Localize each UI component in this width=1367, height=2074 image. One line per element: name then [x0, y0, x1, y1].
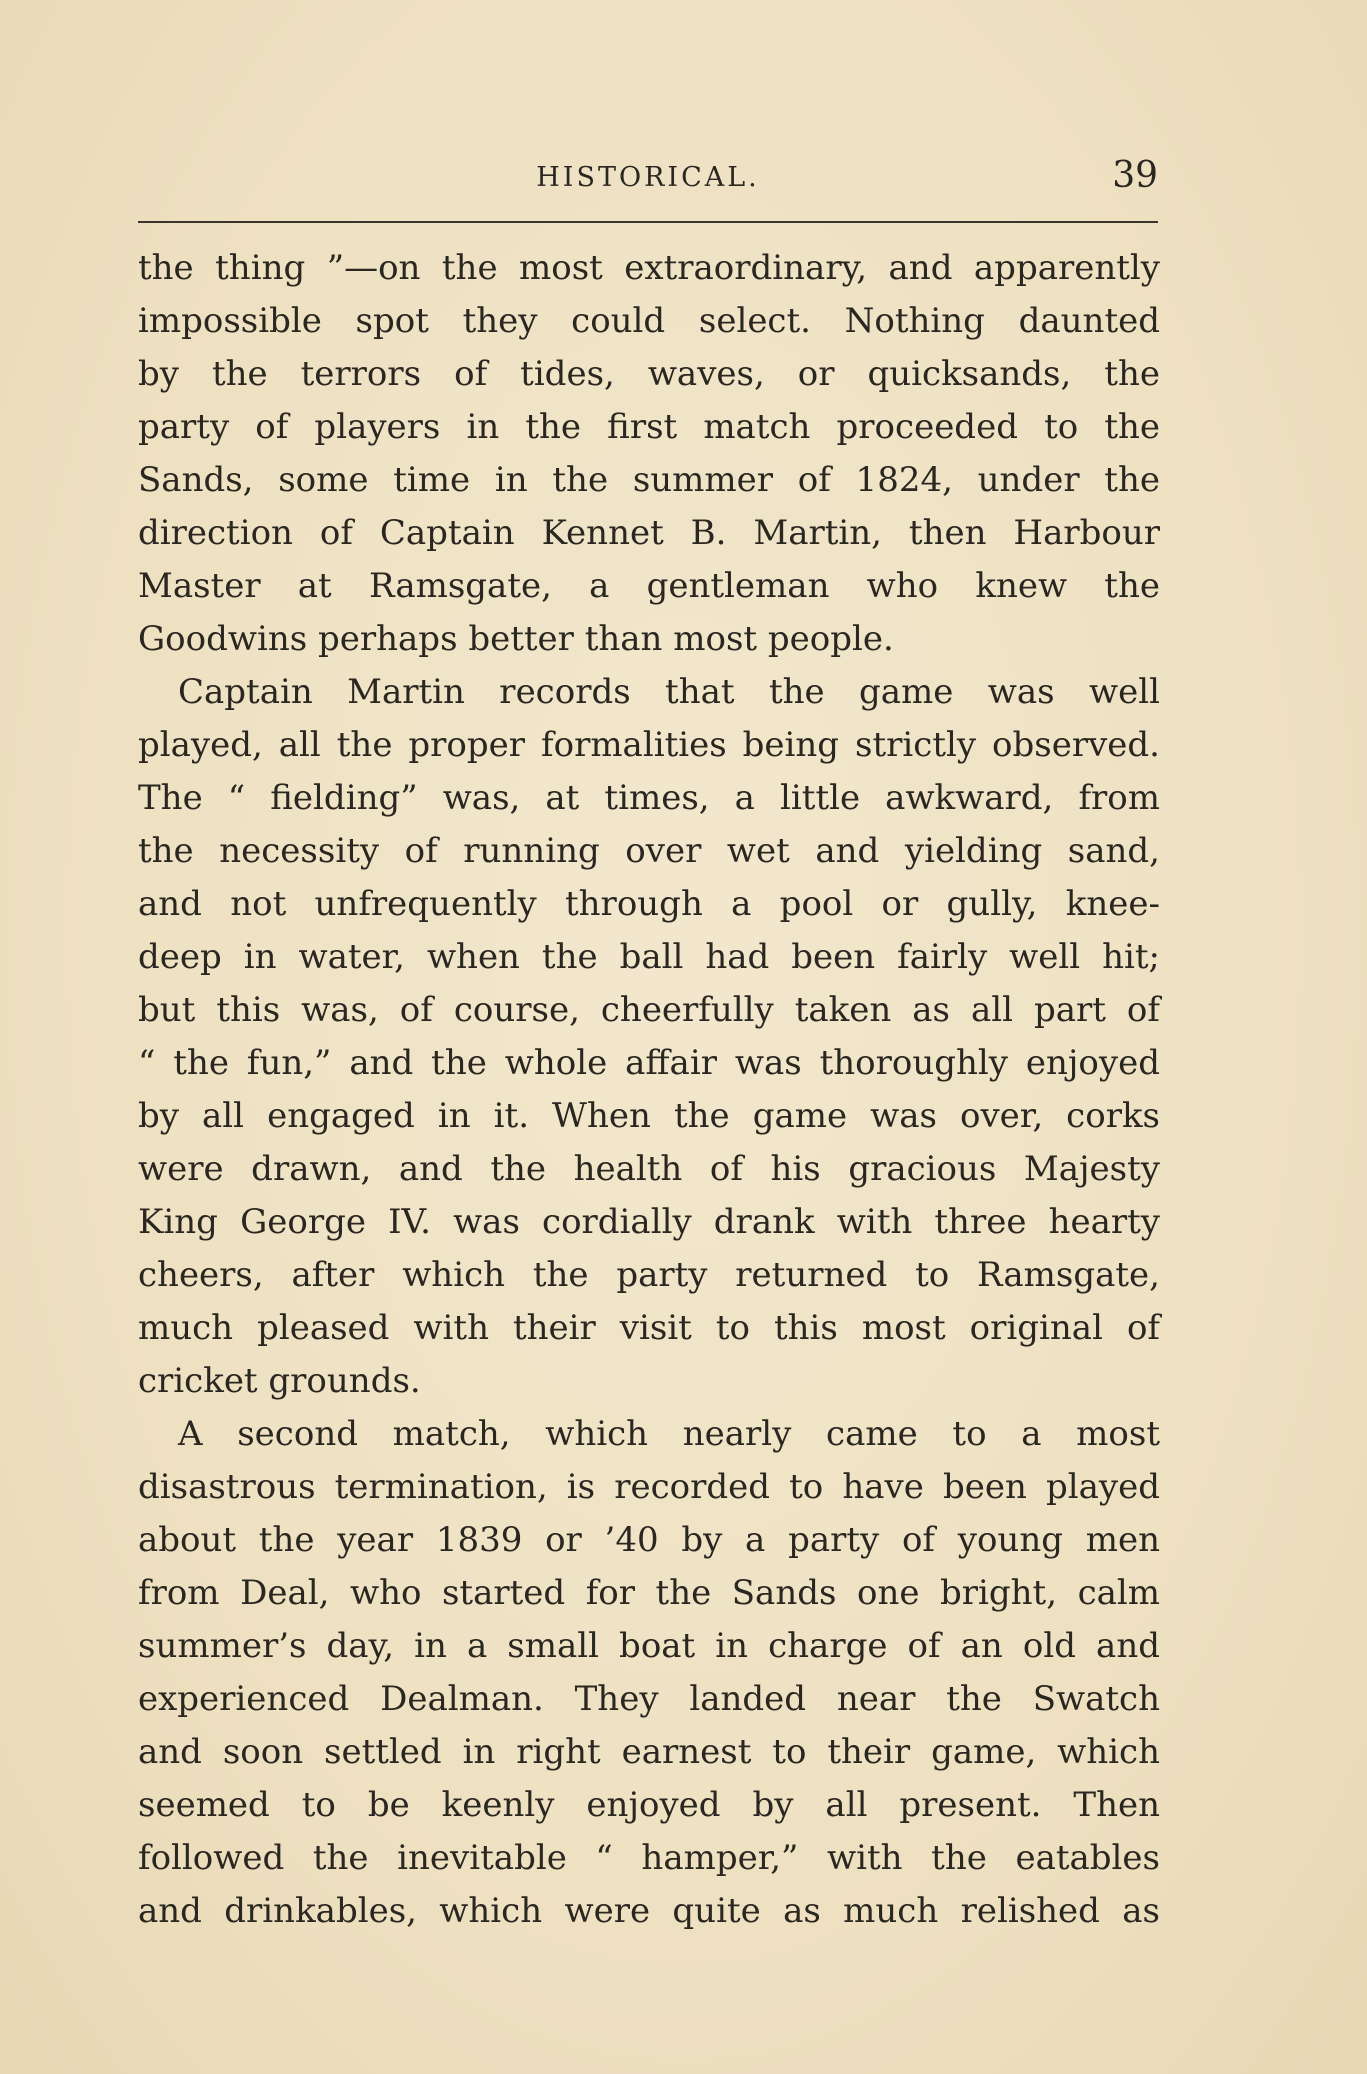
- text-line: by all engaged in it. When the game was over, corks: [138, 1096, 1160, 1136]
- header-rule: [138, 221, 1158, 223]
- text-line: King George IV. was cordially drank with three hearty: [138, 1202, 1160, 1242]
- text-line: “ the fun,” and the whole affair was thoroughly enjoyed: [138, 1043, 1160, 1083]
- body-text: [138, 242, 1160, 1938]
- text-line: about the year 1839 or ’40 by a party of young men: [138, 1520, 1160, 1560]
- text-line: seemed to be keenly enjoyed by all present. Then: [138, 1785, 1160, 1825]
- text-line: the thing ”—on the most extraordinary, and apparently: [138, 248, 1160, 288]
- text-line: Master at Ramsgate, a gentleman who knew the: [138, 566, 1160, 606]
- text-line: Goodwins perhaps better than most people.: [138, 619, 894, 659]
- text-line: but this was, of course, cheerfully taken as all part of: [138, 990, 1160, 1030]
- text-line: from Deal, who started for the Sands one bright, calm: [138, 1573, 1160, 1613]
- text-line: summer’s day, in a small boat in charge of an old and: [138, 1626, 1160, 1666]
- text-line: party of players in the first match proceeded to the: [138, 407, 1160, 447]
- text-line: experienced Dealman. They landed near the Swatch: [138, 1679, 1160, 1719]
- text-line: impossible spot they could select. Nothing daunted: [138, 301, 1160, 341]
- text-line: the necessity of running over wet and yielding sand,: [138, 831, 1160, 871]
- paragraph-start-line: A second match, which nearly came to a most: [178, 1414, 1160, 1454]
- text-line: much pleased with their visit to this most original of: [138, 1308, 1160, 1348]
- text-line: cheers, after which the party returned to Ramsgate,: [138, 1255, 1160, 1295]
- text-line: by the terrors of tides, waves, or quicksands, the: [138, 354, 1160, 394]
- text-line: played, all the proper formalities being strictly observed.: [138, 725, 1160, 765]
- text-line: deep in water, when the ball had been fairly well hit;: [138, 937, 1160, 977]
- paragraph-start-line: Captain Martin records that the game was well: [178, 672, 1160, 712]
- text-line: direction of Captain Kennet B. Martin, then Harbour: [138, 513, 1160, 553]
- page-header: [138, 155, 1158, 198]
- text-line: were drawn, and the health of his gracious Majesty: [138, 1149, 1160, 1189]
- running-head: HISTORICAL.: [536, 162, 760, 193]
- text-line: cricket grounds.: [138, 1361, 421, 1401]
- text-line: and soon settled in right earnest to their game, which: [138, 1732, 1160, 1772]
- page-number: 39: [1112, 155, 1158, 196]
- text-line: and drinkables, which were quite as much relished as: [138, 1891, 1160, 1931]
- text-line: disastrous termination, is recorded to have been played: [138, 1467, 1160, 1507]
- text-line: Sands, some time in the summer of 1824, under the: [138, 460, 1160, 500]
- text-line: followed the inevitable “ hamper,” with the eatables: [138, 1838, 1160, 1878]
- text-line: The “ fielding” was, at times, a little awkward, from: [138, 778, 1160, 818]
- text-line: and not unfrequently through a pool or gully, knee-: [138, 884, 1160, 924]
